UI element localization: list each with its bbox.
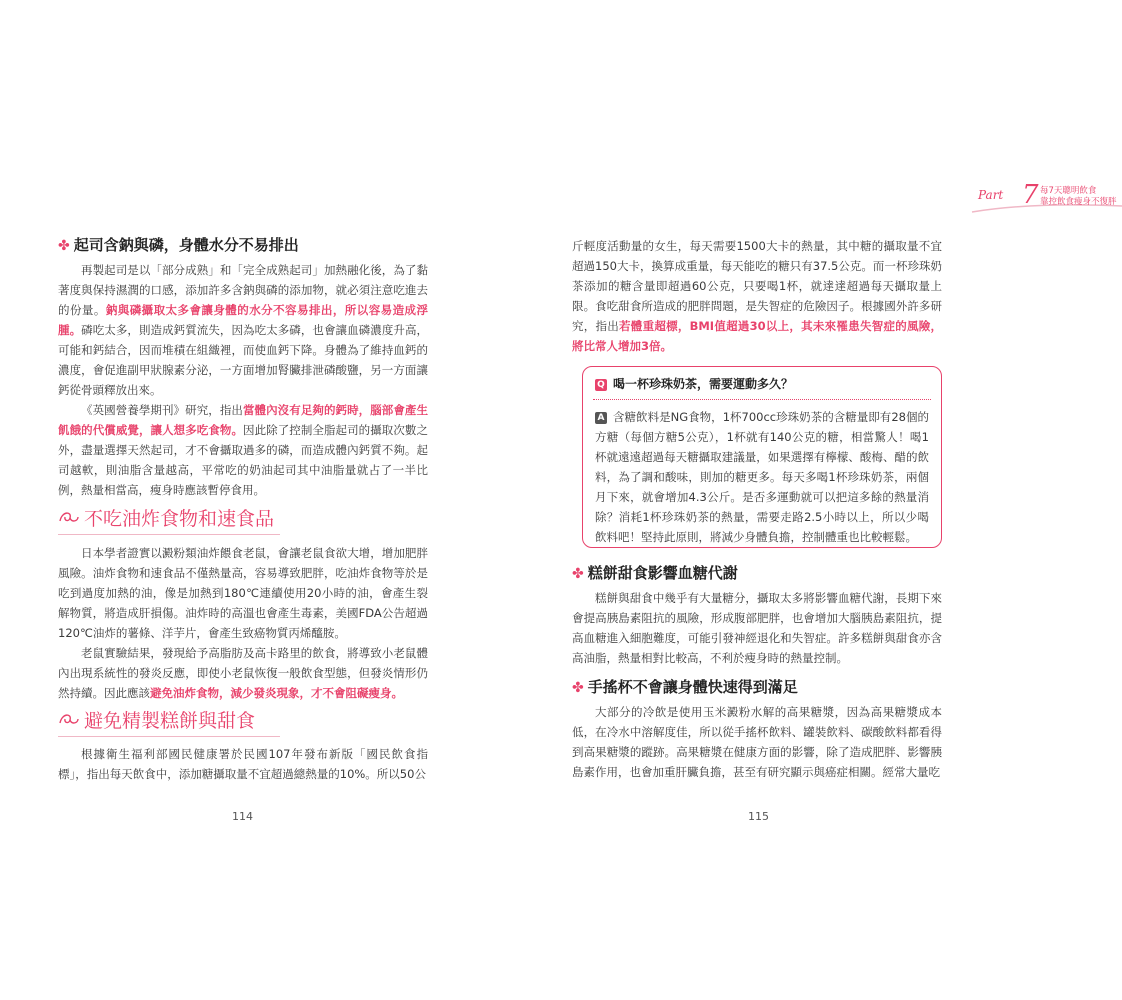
qa-box bbox=[582, 366, 942, 548]
paragraph: 大部分的冷飲是使用玉米澱粉水解的高果糖漿，因為高果糖漿成本低，在冷水中溶解度佳，所以從手搖杯飲料、罐裝飲料、碳酸飲料都看得到高果糖漿的蹤跡。高果糖漿在健康方面的影響，除了造成肥胖、影響胰島素作用，也會加重肝臟負擔，甚至有研究顯示與癌症相關。經常大量吃 bbox=[572, 705, 942, 779]
part-number: 7 bbox=[1022, 180, 1039, 210]
heading-underline bbox=[58, 534, 280, 535]
section-body-fried bbox=[58, 543, 428, 703]
part-subtitle bbox=[1040, 186, 1117, 208]
paragraph: 再製起司是以「部分成熟」和「完全成熟起司」加熱融化後，為了黏著度與保持濕潤的口感，添加許多含鈉與磷的添加物，就必須注意吃進去的份量。鈉與磷攝取太多會讓身體的水分不容易排出，所以容易造成浮腫。磷吃太多，則造成鈣質流失，因為吃太多磷，也會讓血磷濃度升高，可能和鈣結合，因而堆積在組織裡，而使血鈣下降。身體為了維持血鈣的濃度，會促進副甲狀腺素分泌，一方面增加腎臟排泄磷酸鹽，另一方面讓鈣從骨頭釋放出來。 bbox=[58, 263, 429, 397]
section-heading-blood-sugar: ✤ 糕餅甜食影響血糖代謝 bbox=[572, 564, 738, 582]
paragraph: 日本學者證實以澱粉類油炸餵食老鼠，會讓老鼠食欲大增，增加肥胖風險。油炸食物和速食品不僅熱量高，容易導致肥胖，吃油炸食物等於是吃到過度加熱的油，像是加熱到180℃連續使用20小時的油，會產生裂解物質，將造成肝損傷。油炸時的高溫也會產生毒素，美國FDA公告超過120℃油炸的薯條、洋芋片，會產生致癌物質丙烯醯胺。 bbox=[58, 546, 428, 640]
qa-answer: A 含糖飲料是NG食物，1杯700cc珍珠奶茶的含糖量即有28個的方糖（每個方糖5公克），1杯就有140公克的糖，相當驚人！喝1杯就遠遠超過每天糖攝取建議量，如果選擇有檸檬、酸梅、醋的飲料，為了調和酸味，則加的糖更多。每天多喝1杯珍珠奶茶，兩個月下來，就會增加4.3公斤。是否多運動就可以把這多餘的熱量消除？消耗1杯珍珠奶茶的熱量，需要走路2.5小時以上，所以少喝飲料吧！堅持此原則，將減少身體負擔，控制體重也比較輕鬆。 bbox=[595, 410, 929, 544]
qa-question: Q 喝一杯珍珠奶茶，需要運動多久？ bbox=[595, 375, 793, 392]
paragraph: 老鼠實驗結果，發現給予高脂肪及高卡路里的飲食，將導致小老鼠體內出現系統性的發炎反應，即使小老鼠恢復一般飲食型態，但發炎情形仍然持續。因此應該避免油炸食物，減少發炎現象，才不會阻礙瘦身。 bbox=[58, 646, 428, 700]
section-body-blood-sugar bbox=[572, 588, 942, 668]
part-subtitle-line1: 每7天聰明飲食 bbox=[1040, 186, 1097, 196]
swirl-ornament-icon bbox=[58, 708, 80, 734]
paragraph: 糕餅與甜食中幾乎有大量糖分，攝取太多將影響血糖代謝，長期下來會提高胰島素阻抗的風險，形成腹部肥胖，也會增加大腦胰島素阻抗，提高血糖進入細胞難度，可能引發神經退化和失智症。許多糕餅與甜食亦含高油脂，熱量相對比較高，不利於瘦身時的熱量控制。 bbox=[572, 591, 942, 665]
heading-underline bbox=[58, 736, 280, 737]
section-heading-drinks: ✤ 手搖杯不會讓身體快速得到滿足 bbox=[572, 678, 798, 696]
section-body-cheese bbox=[58, 260, 428, 500]
section-heading-pastry: 避免精製糕餅與甜食 bbox=[58, 708, 255, 734]
answer-badge-icon: A bbox=[595, 412, 607, 424]
paragraph: 斤輕度活動量的女生，每天需要1500大卡的熱量，其中糖的攝取量不宜超過150大卡，換算成重量，每天能吃的糖只有37.5公克。而一杯珍珠奶茶添加的糖含量即超過60公克，只要喝1杯，就達達超過每天攝取量上限。食吃甜食所造成的肥胖問題，是失智症的危險因子。根據國外許多研究，指出若體重超標，BMI值超過30以上，其未來罹患失智症的風險，將比常人增加3倍。 bbox=[572, 239, 943, 353]
part-subtitle-line2: 靠控飲食瘦身不復胖 bbox=[1040, 197, 1117, 207]
section-body-continued bbox=[572, 236, 942, 356]
diamond-flower-icon: ✤ bbox=[572, 566, 584, 582]
section-body-drinks bbox=[572, 702, 942, 782]
diamond-flower-icon: ✤ bbox=[572, 680, 584, 696]
paragraph: 《英國營養學期刊》研究，指出當體內沒有足夠的鈣時，腦部會產生飢餓的代償威覺，讓人想多吃食物。因此除了控制全脂起司的攝取次數之外，盡量選擇天然起司，才不會攝取過多的磷，而造成體內鈣質不夠。起司越軟，則油脂含量越高，平常吃的奶油起司其中油脂量就占了一半比例，熱量相當高，瘦身時應該暫停食用。 bbox=[58, 403, 429, 497]
section-heading-cheese: ✤ 起司含鈉與磷，身體水分不易排出 bbox=[58, 236, 299, 254]
swirl-ornament-icon bbox=[58, 506, 80, 532]
section-heading-fried: 不吃油炸食物和速食品 bbox=[58, 506, 274, 532]
diamond-flower-icon: ✤ bbox=[58, 238, 70, 254]
qa-divider bbox=[593, 399, 931, 400]
page-number-right: 115 bbox=[748, 810, 769, 823]
question-badge-icon: Q bbox=[595, 379, 607, 391]
page-number-left: 114 bbox=[232, 810, 253, 823]
paragraph: 根據衛生福利部國民健康署於民國107年發布新版「國民飲食指標」，指出每天飲食中，添加糖攝取量不宜超過總熱量的10%。所以50公 bbox=[58, 747, 428, 781]
section-body-pastry bbox=[58, 744, 428, 784]
part-label: Part bbox=[978, 188, 1004, 202]
